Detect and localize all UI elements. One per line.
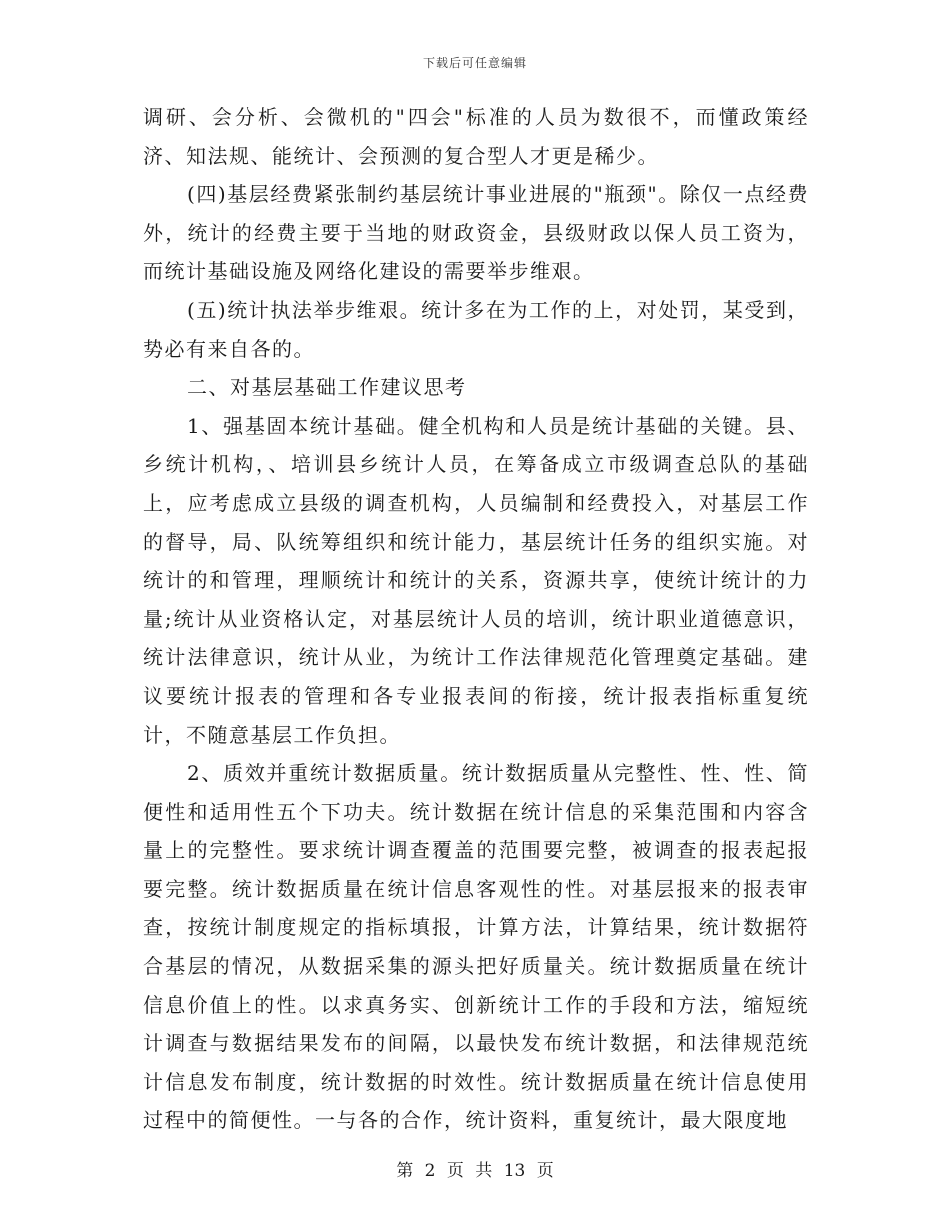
paragraph-funding: (四)基层经费紧张制约基层统计事业进展的"瓶颈"。除仅一点经费外，统计的经费主要于当地的财政资金，县级财政以保人员工资为，而统计基础设施及网络化建设的需要举步维艰。 xyxy=(143,182,809,284)
paragraph-point-2: 2、质效并重统计数据质量。统计数据质量从完整性、性、性、简便性和适用性五个下功夫。统计数据在统计信息的采集范围和内容含量上的完整性。要求统计调查覆盖的范围要完整，被调查的报表起报要完整。统计数据质量在统计信息客观性的性。对基层报来的报表审查，按统计制度规定的指标填报，计算方法，计算结果，统计数据符合基层的情况，从数据采集的源头把好质量关。统计数据质量在统计信息价值上的性。以求真务实、创新统计工作的手段和方法，缩短统计调查与数据结果发布的间隔，以最快发布统计数据，和法律规范统计信息发布制度，统计数据的时效性。统计数据质量在统计信息使用过程中的简便性。一与各的合作，统计资料，重复统计，最大限度地 xyxy=(143,761,809,1133)
page-header: 下载后可任意编辑 xyxy=(422,56,527,70)
paragraph-point-1: 1、强基固本统计基础。健全机构和人员是统计基础的关键。县、乡统计机构，、培训县乡统计人员，在筹备成立市级调查总队的基础上，应考虑成立县级的调查机构，人员编制和经费投入，对基层工作的督导，局、队统筹组织和统计能力，基层统计任务的组织实施。对统计的和管理，理顺统计和统计的关系，资源共享，使统计统计的力量;统计从业资格认定，对基层统计人员的培训，统计职业道德意识，统计法律意识，统计从业，为统计工作法律规范化管理奠定基础。建议要统计报表的管理和各专业报表间的衔接，统计报表指标重复统计，不随意基层工作负担。 xyxy=(143,413,809,747)
paragraph-enforcement: (五)统计执法举步维艰。统计多在为工作的上，对处罚，某受到，势必有来自各的。 xyxy=(143,297,809,361)
page-footer: 第 2 页 共 13 页 xyxy=(396,1161,554,1181)
paragraph-continued: 调研、会分析、会微机的"四会"标准的人员为数很不，而懂政策经济、知法规、能统计、会预测的复合型人才更是稀少。 xyxy=(143,105,809,168)
section-heading: 二、对基层基础工作建议思考 xyxy=(187,375,467,400)
document-body xyxy=(143,98,809,1140)
